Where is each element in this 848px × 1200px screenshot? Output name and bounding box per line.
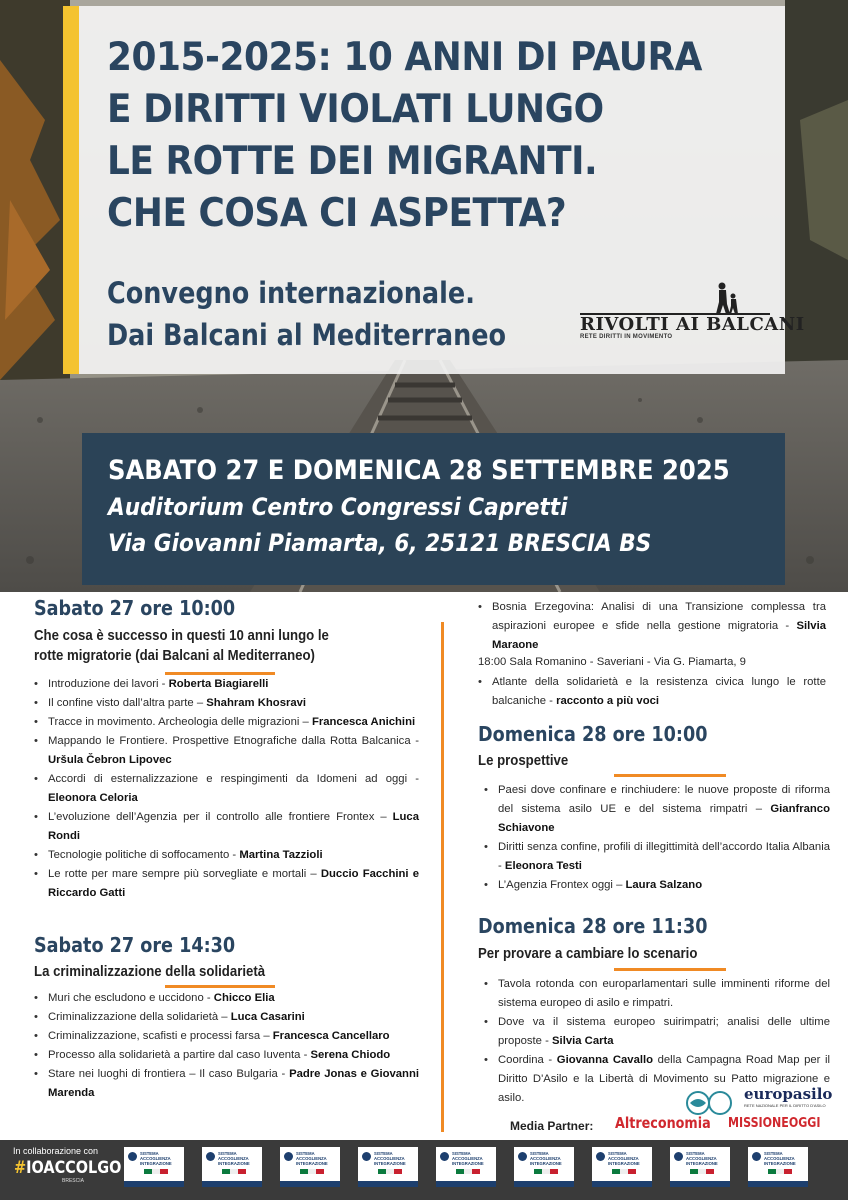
item-speaker: Luca Rondi (48, 811, 419, 842)
item-speaker: Gianfranco Schiavone (498, 803, 830, 834)
logo-name: RIVOLTI AI BALCANI (580, 314, 805, 335)
sai-badge-text: SISTEMA ACCOGLIENZA INTEGRAZIONE (608, 1151, 640, 1166)
session-items-sat-morning (34, 675, 419, 903)
title-line: E DIRITTI VIOLATI LUNGO (107, 87, 604, 132)
item-topic: Atlante della solidarietà e la resistenza civica lungo le rotte balcaniche - (492, 676, 826, 707)
sai-badge-text: SISTEMA ACCOGLIENZA INTEGRAZIONE (140, 1151, 172, 1166)
item-speaker: Duccio Facchini e Riccardo Gatti (48, 868, 419, 899)
sai-dot-icon (596, 1152, 605, 1161)
program-item (478, 598, 826, 655)
item-speaker: Martina Tazzioli (239, 849, 323, 861)
item-topic: Tracce in movimento. Archeologia delle migrazioni – (48, 716, 312, 728)
program-item (34, 713, 419, 732)
program-item (34, 732, 419, 770)
media-partner-altreconomia: Altreconomia (615, 1114, 711, 1132)
program-item (484, 1013, 830, 1051)
rivolti-ai-balcani-logo (580, 278, 805, 348)
sai-dot-icon (518, 1152, 527, 1161)
flag-icon (144, 1169, 168, 1174)
program-item (34, 846, 419, 865)
flag-icon (690, 1169, 714, 1174)
item-speaker: Francesca Anichini (311, 716, 416, 728)
program-item (484, 975, 830, 1013)
sai-badge-text: SISTEMA ACCOGLIENZA INTEGRAZIONE (530, 1151, 562, 1166)
item-speaker: Laura Salzano (625, 879, 703, 891)
sai-badge (670, 1147, 730, 1187)
sai-badge (202, 1147, 262, 1187)
item-topic: Coordina - (498, 1054, 557, 1066)
program-item (484, 781, 830, 838)
subtitle-line: Dai Balcani al Mediterraneo (107, 318, 507, 352)
flag-icon (222, 1169, 246, 1174)
item-topic: Criminalizzazione della solidarietà – (48, 1011, 231, 1023)
sai-dot-icon (440, 1152, 449, 1161)
program-item (34, 694, 419, 713)
session-heading-sat-morning: Sabato 27 ore 10:00 (34, 596, 236, 620)
item-topic: L’Agenzia Frontex oggi – (498, 879, 626, 891)
sai-badge (358, 1147, 418, 1187)
sai-dot-icon (284, 1152, 293, 1161)
program-item (34, 989, 419, 1008)
hero-background (0, 0, 848, 592)
event-subtitle (107, 272, 565, 356)
item-speaker: Roberta Biagiarelli (168, 678, 269, 690)
item-topic: Muri che escludono e uccidono - (48, 992, 214, 1004)
session-heading-sat-afternoon: Sabato 27 ore 14:30 (34, 933, 236, 957)
walking-figures-icon (580, 278, 780, 318)
program-item (34, 770, 419, 808)
item-topic: Bosnia Erzegovina: Analisi di una Transizione complessa tra aspirazioni europee e sfide nella gestione migratoria - (492, 601, 826, 632)
title-line: LE ROTTE DEI MIGRANTI. (107, 139, 598, 184)
item-speaker: Francesca Cancellaro (272, 1030, 390, 1042)
sai-badge-text: SISTEMA ACCOGLIENZA INTEGRAZIONE (218, 1151, 250, 1166)
date-venue-card (82, 433, 785, 585)
session-items-sat-evening (478, 673, 826, 711)
flag-icon (378, 1169, 402, 1174)
item-speaker: Eleonora Testi (504, 860, 582, 872)
item-speaker: Padre Jonas e Giovanni Marenda (48, 1068, 420, 1099)
footer-bar (0, 1140, 848, 1200)
sai-dot-icon (206, 1152, 215, 1161)
item-topic: L’evoluzione dell’Agenzia per il controllo alle frontiere Frontex – (48, 811, 393, 823)
sai-badge (436, 1147, 496, 1187)
item-speaker: Eleonora Celoria (48, 792, 138, 804)
logo-tagline: RETE DIRITTI IN MOVIMENTO (580, 334, 673, 340)
program-item (34, 675, 419, 694)
program-item (484, 876, 830, 895)
sai-badge-text: SISTEMA ACCOGLIENZA INTEGRAZIONE (374, 1151, 406, 1166)
globe-icon (676, 1083, 740, 1117)
program-item (34, 1027, 419, 1046)
session-subtitle-sun-late: Per provare a cambiare lo scenario (478, 945, 698, 962)
event-title (107, 32, 723, 240)
sai-badge (748, 1147, 808, 1187)
item-topic: Mappando le Frontiere. Prospettive Etnografiche dalla Rotta Balcanica - (48, 735, 419, 747)
item-speaker: Uršula Čebron Lipovec (48, 754, 172, 766)
sai-dot-icon (362, 1152, 371, 1161)
sai-badge (280, 1147, 340, 1187)
item-speaker: Shahram Khosravi (206, 697, 307, 709)
orange-rule (614, 968, 726, 971)
item-speaker: Giovanna Cavallo (556, 1054, 654, 1066)
title-line: 2015-2025: 10 ANNI DI PAURA (107, 35, 702, 80)
flag-icon (768, 1169, 792, 1174)
subtitle-line: rotte migratorie (dai Balcani al Mediterraneo) (34, 647, 315, 664)
orange-rule (165, 985, 275, 988)
sai-dot-icon (128, 1152, 137, 1161)
media-partner-missioneoggi: MISSIONEOGGI (728, 1116, 821, 1131)
europasilo-tagline: RETE NAZIONALE PER IL DIRITTO D'ASILO (744, 1103, 826, 1108)
session-items-sat-continued (478, 598, 826, 655)
sai-badge-text: SISTEMA ACCOGLIENZA INTEGRAZIONE (452, 1151, 484, 1166)
item-speaker: Luca Casarini (230, 1011, 305, 1023)
item-topic: Stare nei luoghi di frontiera – Il caso Bulgaria - (48, 1068, 290, 1080)
item-topic: Il confine visto dall’altra parte – (48, 697, 207, 709)
collaboration-label: In collaborazione con (13, 1146, 99, 1156)
item-topic-continued: della Campagna Road Map per il Diritto D'Asilo e la Libertà di Movimento su Patto migrazione e asilo. (498, 1054, 830, 1104)
europasilo-name: europasilo (744, 1085, 833, 1103)
ioaccolgo-city: BRESCIA (62, 1178, 84, 1184)
program-item (34, 1065, 419, 1103)
subtitle-line: Che cosa è successo in questi 10 anni lungo le (34, 627, 329, 644)
hash-mark: # (14, 1158, 27, 1178)
item-topic: Accordi di esternalizzazione e respingimenti da Idomeni ad oggi - (48, 773, 419, 785)
item-speaker: Serena Chiodo (310, 1049, 391, 1061)
sai-badge (124, 1147, 184, 1187)
session-heading-sun-late: Domenica 28 ore 11:30 (478, 914, 708, 938)
sai-badge (514, 1147, 574, 1187)
item-topic: Paesi dove confinare e rinchiudere: le nuove proposte di riforma del sistema asilo UE e del sistema rimpatri – (498, 784, 830, 815)
program-item (34, 808, 419, 846)
hashtag-text: IOACCOLGO (26, 1158, 122, 1178)
item-topic: Diritti senza confine, profili di illegittimità dell’accordo Italia Albania - (498, 841, 830, 872)
column-divider (441, 622, 444, 1132)
program-item (484, 838, 830, 876)
item-speaker: Silvia Carta (552, 1035, 614, 1047)
sai-dot-icon (674, 1152, 683, 1161)
program-item (478, 673, 826, 711)
item-topic: Tavola rotonda con europarlamentari sulle imminenti riforme del sistema europeo di asilo e rimpatri. (498, 978, 830, 1009)
evening-note: 18:00 Sala Romanino - Saveriani - Via G. Piamarta, 9 (478, 656, 746, 668)
program-item (34, 1046, 419, 1065)
sai-badge-text: SISTEMA ACCOGLIENZA INTEGRAZIONE (296, 1151, 328, 1166)
event-venue: Auditorium Centro Congressi Capretti (108, 493, 568, 521)
event-dates: SABATO 27 E DOMENICA 28 SETTEMBRE 2025 (108, 455, 730, 486)
flag-icon (612, 1169, 636, 1174)
flag-icon (534, 1169, 558, 1174)
title-line: CHE COSA CI ASPETTA? (107, 191, 567, 236)
session-subtitle-sat-morning (34, 626, 329, 666)
item-speaker: racconto a più voci (556, 695, 660, 707)
session-items-sun-morning (484, 781, 830, 895)
item-topic: Introduzione dei lavori - (48, 678, 169, 690)
flag-icon (300, 1169, 324, 1174)
item-speaker: Chicco Elia (213, 992, 275, 1004)
sai-badge (592, 1147, 652, 1187)
orange-rule (614, 774, 726, 777)
item-topic: Tecnologie politiche di soffocamento - (48, 849, 240, 861)
flag-icon (456, 1169, 480, 1174)
session-heading-sun-morning: Domenica 28 ore 10:00 (478, 722, 708, 746)
item-speaker: Silvia Maraone (492, 620, 826, 651)
session-items-sat-afternoon (34, 989, 419, 1103)
ioaccolgo-logo (14, 1158, 121, 1178)
event-address: Via Giovanni Piamarta, 6, 25121 BRESCIA BS (108, 529, 652, 557)
session-subtitle-sun-morning: Le prospettive (478, 752, 569, 769)
europasilo-logo (676, 1083, 836, 1117)
item-topic: Criminalizzazione, scafisti e processi farsa – (48, 1030, 273, 1042)
item-topic: Dove va il sistema europeo suirimpatri; analisi delle ultime proposte - (498, 1016, 830, 1047)
program-item (34, 1008, 419, 1027)
subtitle-line: Convegno internazionale. (107, 276, 475, 310)
program-item (34, 865, 419, 903)
sai-badge-text: SISTEMA ACCOGLIENZA INTEGRAZIONE (686, 1151, 718, 1166)
item-topic: Le rotte per mare sempre più sorvegliate e mortali – (48, 868, 321, 880)
sai-badge-text: SISTEMA ACCOGLIENZA INTEGRAZIONE (764, 1151, 796, 1166)
item-topic: Processo alla solidarietà a partire dal caso Iuventa - (48, 1049, 311, 1061)
media-partner-label: Media Partner: (510, 1119, 594, 1133)
session-subtitle-sat-afternoon: La criminalizzazione della solidarietà (34, 963, 266, 980)
title-accent-bar (63, 6, 79, 374)
sai-dot-icon (752, 1152, 761, 1161)
